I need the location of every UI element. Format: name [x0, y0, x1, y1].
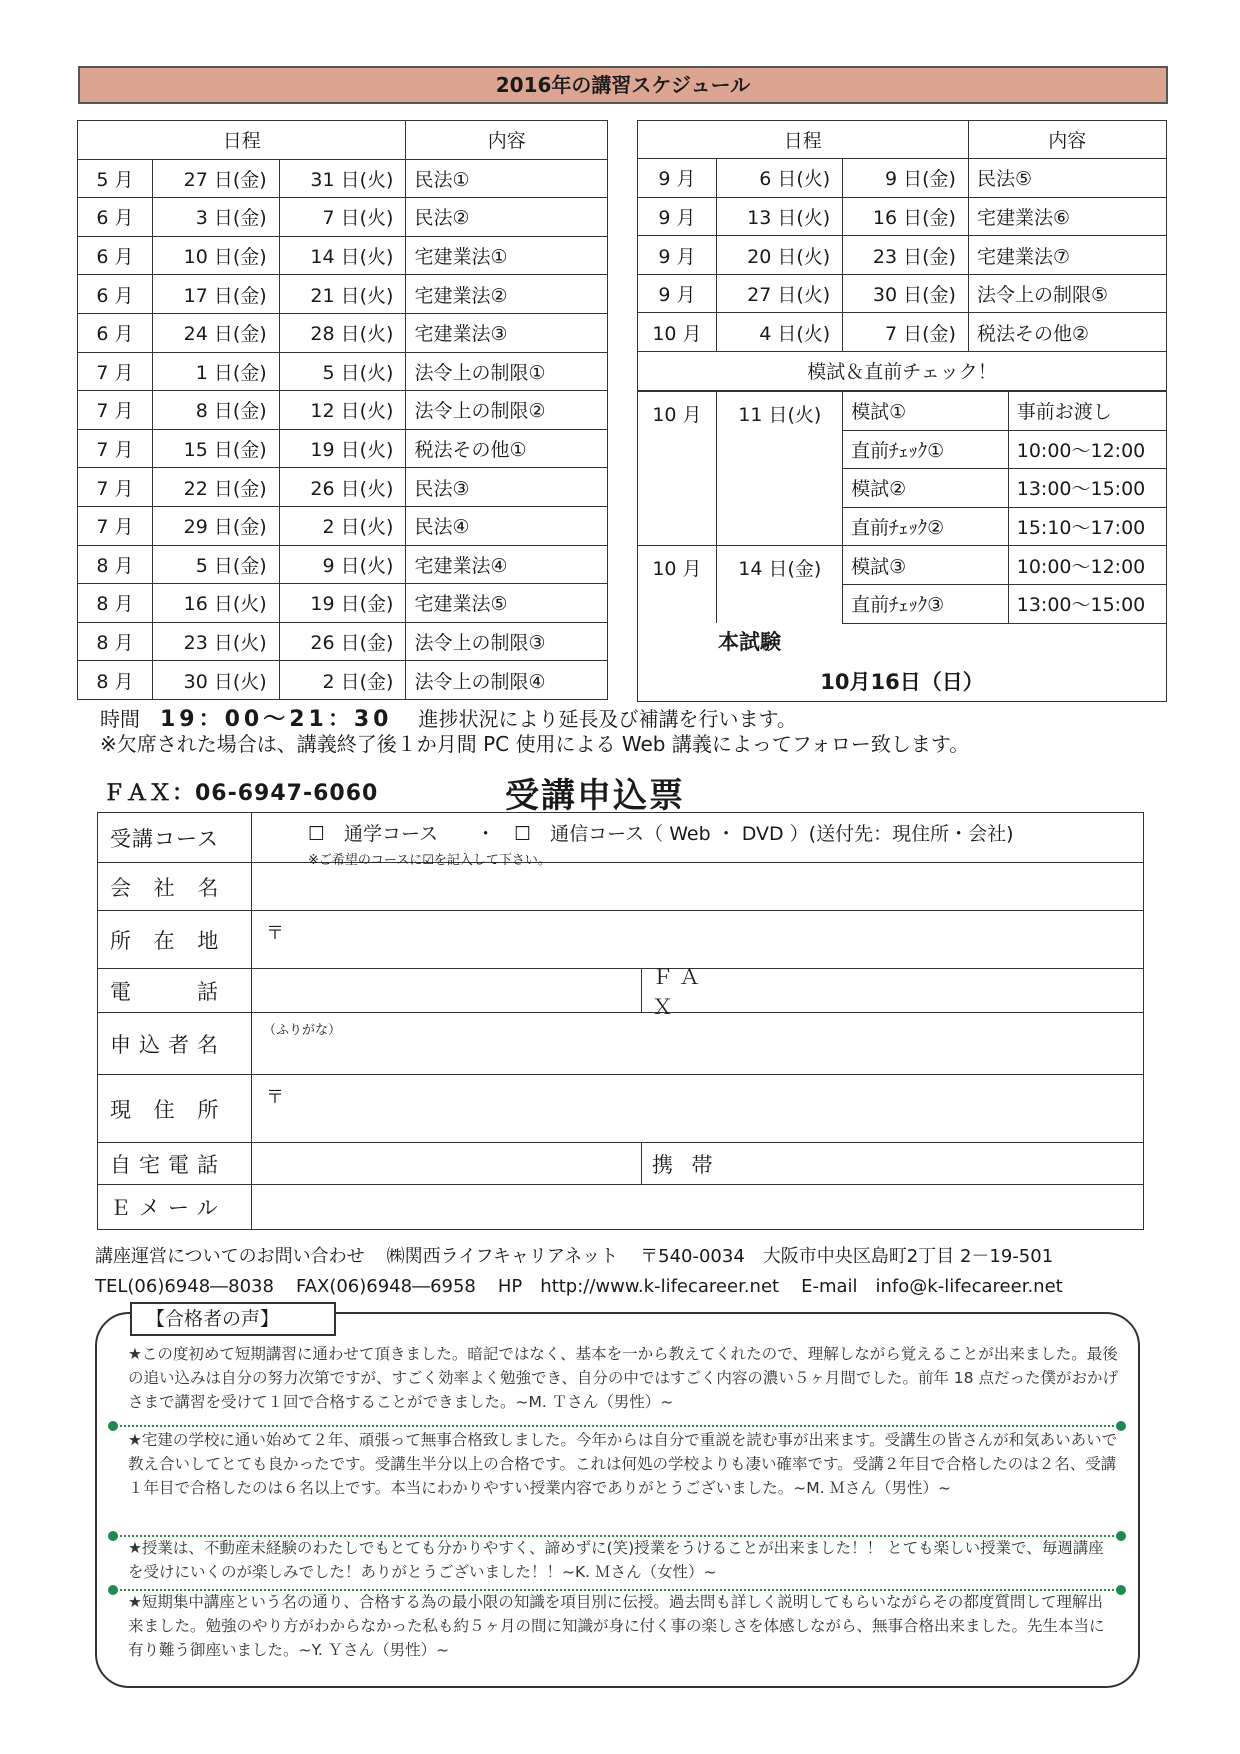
schedule-d2: 9 日(火) — [279, 545, 406, 584]
schedule-subject: 民法① — [406, 159, 608, 198]
schedule-d1: 30 日(火) — [152, 661, 279, 700]
contact-email: E-mail info@k-lifecareer.net — [801, 1276, 1063, 1297]
schedule-d2: 23 日(金) — [843, 236, 969, 275]
mock-item: 模試③ — [843, 546, 1009, 585]
address-row[interactable] — [98, 1075, 1143, 1143]
schedule-subject: 民法⑤ — [968, 159, 1166, 198]
contact-tel: TEL(06)6948―8038 — [95, 1276, 274, 1297]
schedule-subject: 宅建業法② — [406, 275, 608, 314]
mock-date-2: 14 日(金) — [717, 546, 843, 623]
schedule-subject: 法令上の制限③ — [406, 622, 608, 661]
schedule-month: 9 月 — [637, 159, 717, 198]
mock-item: 模試② — [843, 469, 1009, 508]
schedule-month: 6 月 — [78, 236, 153, 275]
schedule-month: 6 月 — [78, 313, 153, 352]
schedule-month: 8 月 — [78, 545, 153, 584]
schedule-banner: 2016年の講習スケジュール — [78, 66, 1168, 104]
schedule-d2: 19 日(火) — [279, 429, 406, 468]
schedule-month: 9 月 — [637, 274, 717, 313]
schedule-d1: 22 日(金) — [152, 468, 279, 507]
fax-number: ＦＡＸ：06-6947-6060 — [103, 781, 379, 806]
mock-date-1: 11 日(火) — [717, 392, 843, 546]
schedule-d1: 23 日(火) — [152, 622, 279, 661]
mock-title: 模試＆直前チェック！ — [638, 353, 1166, 391]
schedule-d2: 30 日(金) — [843, 274, 969, 313]
schedule-row — [637, 159, 1166, 198]
mock-month-1: 10 月 — [637, 392, 717, 546]
schedule-month: 7 月 — [78, 506, 153, 545]
mock-item: 直前ﾁｪｯｸ③ — [843, 584, 1009, 623]
schedule-d2: 28 日(火) — [279, 313, 406, 352]
schedule-month: 7 月 — [78, 429, 153, 468]
schedule-subject: 法令上の制限④ — [406, 661, 608, 700]
schedule-month: 8 月 — [78, 622, 153, 661]
schedule-subject: 宅建業法⑥ — [968, 197, 1166, 236]
schedule-d1: 4 日(火) — [717, 313, 843, 352]
mock-time: 事前お渡し — [1008, 392, 1166, 431]
mobile-label: 携 帯 — [641, 1143, 731, 1184]
schedule-d2: 14 日(火) — [279, 236, 406, 275]
fax-label: ＦＡＸ — [641, 969, 731, 1012]
time-value: 19：00～21：30 — [160, 707, 393, 732]
mock-table — [637, 391, 1167, 624]
schedule-d1: 29 日(金) — [152, 506, 279, 545]
schedule-d2: 2 日(金) — [279, 661, 406, 700]
testimonial: ★宅建の学校に通い始めて２年、頑張って無事合格致しました。今年からは自分で重説を読む事が出来ます。受講生の皆さんが和気あいあいで教え合いしてとても良かったです。受講生半分以上の合格です。これは何処の学校よりも凄い確率です。受講２年目で合格したのは２名、受講１年目で合格したのは６名以上です。本当にわかりやすい授業内容でありがとうございました。~M. Ｍさん（男性）~ — [128, 1431, 1118, 1497]
schedule-d2: 5 日(火) — [279, 352, 406, 391]
schedule-month: 9 月 — [637, 197, 717, 236]
course-options[interactable]: ☐ 通学コース ・ ☐ 通信コース（ Web ・ DVD ）(送付先：現住所・会社) — [308, 823, 1014, 845]
mock-item: 直前ﾁｪｯｸ① — [843, 430, 1009, 469]
schedule-subject: 法令上の制限① — [406, 352, 608, 391]
course-label: 受講コース — [98, 813, 252, 862]
zip-mark: 〒 — [266, 1087, 284, 1108]
location-label: 所 在 地 — [98, 911, 252, 968]
applicant-name-row[interactable] — [98, 1013, 1143, 1075]
schedule-d2: 21 日(火) — [279, 275, 406, 314]
schedule-month: 9 月 — [637, 236, 717, 275]
address-label: 現 住 所 — [98, 1075, 252, 1142]
schedule-row — [78, 506, 608, 545]
schedule-d1: 6 日(火) — [717, 159, 843, 198]
schedule-d2: 7 日(火) — [279, 198, 406, 237]
phone-row[interactable] — [98, 964, 1143, 1019]
schedule-month: 6 月 — [78, 275, 153, 314]
mock-time: 13:00～15:00 — [1008, 469, 1166, 508]
schedule-month: 7 月 — [78, 352, 153, 391]
schedule-row — [78, 545, 608, 584]
schedule-month: 8 月 — [78, 661, 153, 700]
schedule-row — [78, 661, 608, 700]
schedule-row — [637, 313, 1166, 352]
schedule-d1: 27 日(火) — [717, 274, 843, 313]
furigana-label: （ふりがな） — [263, 1023, 342, 1038]
home-phone-label: 自宅電話 — [98, 1143, 252, 1184]
company-address: 〒540-0034 大阪市中央区島町2丁目 2－19-501 — [640, 1246, 1054, 1267]
email-label: Ｅメール — [98, 1185, 252, 1229]
schedule-d2: 9 日(金) — [843, 159, 969, 198]
mock-time: 10:00～12:00 — [1008, 430, 1166, 469]
email-row[interactable] — [98, 1185, 1143, 1229]
schedule-subject: 法令上の制限⑤ — [968, 274, 1166, 313]
schedule-d1: 16 日(火) — [152, 584, 279, 623]
schedule-subject: 宅建業法④ — [406, 545, 608, 584]
schedule-subject: 税法その他② — [968, 313, 1166, 352]
time-note: 進捗状況により延長及び補講を行います。 — [418, 707, 797, 731]
schedule-subject: 民法④ — [406, 506, 608, 545]
schedule-row — [637, 274, 1166, 313]
company-name: ㈱関西ライフキャリアネット — [386, 1246, 619, 1267]
schedule-month: 7 月 — [78, 391, 153, 430]
schedule-d2: 16 日(金) — [843, 197, 969, 236]
schedule-subject: 宅建業法① — [406, 236, 608, 275]
schedule-month: 10 月 — [637, 313, 717, 352]
schedule-row — [78, 275, 608, 314]
schedule-d1: 24 日(金) — [152, 313, 279, 352]
contact-hp: HP http://www.k-lifecareer.net — [497, 1276, 780, 1297]
course-note: ※ご希望のコースに☑を記入して下さい。 — [308, 853, 551, 868]
header-date: 日程 — [78, 121, 406, 160]
course-row[interactable] — [98, 813, 1143, 868]
time-label: 時間 — [100, 707, 140, 731]
schedule-row — [78, 159, 608, 198]
schedule-subject: 宅建業法③ — [406, 313, 608, 352]
testimonial: ★この度初めて短期講習に通わせて頂きました。暗記ではなく、基本を一から教えてくれたので、理解しながら覚えることが出来ました。最後の追い込みは自分の努力次第ですが、すごく効率よく勉強でき、自分の中ではすごく内容の濃い５ヶ月間でした。前年 18 点だった僕がおかげさまで講習を受けて１回で合格することができました。~M. Ｔさん（男性）~ — [128, 1345, 1118, 1411]
schedule-row — [78, 622, 608, 661]
schedule-month: 8 月 — [78, 584, 153, 623]
header-content: 内容 — [968, 120, 1166, 159]
contact-line-1 — [95, 1242, 1075, 1268]
schedule-d1: 13 日(火) — [717, 197, 843, 236]
schedule-d1: 17 日(金) — [152, 275, 279, 314]
schedule-box-right — [637, 120, 1167, 702]
phone-label: 電 話 — [98, 969, 252, 1012]
testimonial-divider — [112, 1425, 1122, 1427]
schedule-month: 7 月 — [78, 468, 153, 507]
schedule-d1: 1 日(金) — [152, 352, 279, 391]
schedule-d1: 27 日(金) — [152, 159, 279, 198]
schedule-month: 5 月 — [78, 159, 153, 198]
contact-line-2 — [95, 1272, 1085, 1298]
header-date: 日程 — [637, 120, 968, 159]
schedule-d2: 12 日(火) — [279, 391, 406, 430]
schedule-row — [637, 197, 1166, 236]
schedule-subject: 民法② — [406, 198, 608, 237]
zip-mark: 〒 — [266, 923, 284, 944]
schedule-subject: 法令上の制限② — [406, 391, 608, 430]
schedule-row — [78, 313, 608, 352]
schedule-d2: 31 日(火) — [279, 159, 406, 198]
home-phone-row[interactable] — [98, 1143, 1143, 1185]
mock-item: 模試① — [843, 392, 1009, 431]
form-title: 受講申込票 — [505, 776, 685, 816]
absence-note: ※欠席された場合は、講義終了後１か月間 PC 使用による Web 講義によってフォロー致します。 — [100, 732, 970, 756]
contact-fax: FAX(06)6948―6958 — [295, 1276, 476, 1297]
schedule-table-left — [77, 120, 608, 700]
schedule-d2: 26 日(金) — [279, 622, 406, 661]
schedule-row — [78, 429, 608, 468]
schedule-row — [78, 468, 608, 507]
mock-time: 10:00～12:00 — [1008, 546, 1166, 585]
testimonial: ★短期集中講座という名の通り、合格する為の最小限の知識を項目別に伝授。過去問も詳しく説明してもらいながらその都度質問して理解出来ました。勉強のやり方がわからなかった私も約５ヶ月の間に知識が身に付く事の楽しさを体感しながら、無事合格出来ました。先生本当に有り難う御座いました。~Y. Ｙさん（男性）~ — [128, 1593, 1105, 1659]
mock-item: 直前ﾁｪｯｸ② — [843, 507, 1009, 546]
schedule-d1: 3 日(金) — [152, 198, 279, 237]
company-label: 会 社 名 — [98, 863, 252, 910]
application-form — [97, 812, 1144, 1230]
schedule-row — [78, 391, 608, 430]
schedule-d1: 15 日(金) — [152, 429, 279, 468]
company-row[interactable] — [98, 863, 1143, 911]
schedule-d1: 20 日(火) — [717, 236, 843, 275]
schedule-row — [78, 198, 608, 237]
schedule-d2: 19 日(金) — [279, 584, 406, 623]
schedule-subject: 税法その他① — [406, 429, 608, 468]
testimonials-title: 【合格者の声】 — [130, 1302, 336, 1336]
schedule-subject: 民法③ — [406, 468, 608, 507]
location-row[interactable] — [98, 911, 1143, 969]
applicant-name-label: 申込者名 — [98, 1013, 252, 1074]
inquiry-text: 講座運営についてのお問い合わせ — [95, 1246, 365, 1267]
schedule-d1: 8 日(金) — [152, 391, 279, 430]
schedule-d1: 10 日(金) — [152, 236, 279, 275]
schedule-d2: 7 日(金) — [843, 313, 969, 352]
schedule-subject: 宅建業法⑦ — [968, 236, 1166, 275]
schedule-subject: 宅建業法⑤ — [406, 584, 608, 623]
mock-time: 15:10～17:00 — [1008, 507, 1166, 546]
schedule-d1: 5 日(金) — [152, 545, 279, 584]
schedule-row — [78, 352, 608, 391]
schedule-month: 6 月 — [78, 198, 153, 237]
mock-time: 13:00～15:00 — [1008, 584, 1166, 623]
schedule-d2: 26 日(火) — [279, 468, 406, 507]
testimonial: ★授業は、不動産未経験のわたしでもとても分かりやすく、諦めずに(笑)授業をうけることが出来ました！！ とても楽しい授業で、毎週講座を受けにいくのが楽しみでした！ありがとうございました！！~K. Ｍさん（女性）~ — [128, 1539, 1104, 1581]
exam-date: 10月16日（日） — [820, 670, 984, 694]
schedule-row — [78, 584, 608, 623]
exam-label: 本試験 — [718, 630, 781, 654]
schedule-row — [78, 236, 608, 275]
schedule-d2: 2 日(火) — [279, 506, 406, 545]
schedule-row — [637, 236, 1166, 275]
schedule-table-right — [637, 120, 1167, 353]
header-content: 内容 — [406, 121, 608, 160]
mock-month-2: 10 月 — [637, 546, 717, 623]
